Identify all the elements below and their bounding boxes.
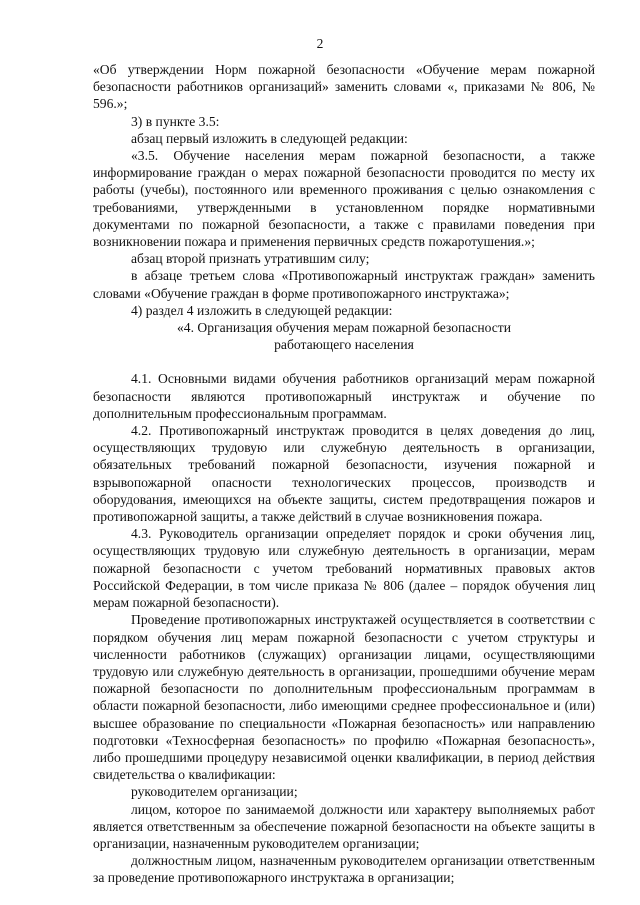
paragraph-first-abzac: абзац первый изложить в следующей редакции: bbox=[131, 130, 408, 146]
section-heading-line1: «4. Организация обучения мерам пожарной безопасности bbox=[176, 320, 512, 336]
paragraph-4-2: 4.2. Противопожарный инструктаж проводится в целях доведения до лиц, осуществляющих трудовую или служебную деятельность в организации, обязательных требований пожарной безопасности, изучения пожарной и взрывопожарной опасности технологических процессов, производств и оборудования, имеющихся на объекте защиты, систем предотвращения пожаров и противопожарной защиты, а также действий в случае возникновения пожара. bbox=[93, 423, 595, 525]
paragraph-4-3: 4.3. Руководитель организации определяет порядок и сроки обучения лиц, осуществляющих трудовую или служебную деятельность в организации, мерам пожарной безопасности с учетом требований нормативных правовых актов Российской Федерации, в том числе приказа № 806 (далее – порядок обучения лиц мерам пожарной безопасности). bbox=[93, 526, 595, 611]
paragraph-instructions: Проведение противопожарных инструктажей осуществляется в соответствии с порядком обучения лиц мерам пожарной безопасности с учетом структуры и численности работников (служащих) организации лицами, осуществляющими трудовую или служебную деятельность в организации, прошедшими обучение мерам пожарной безопасности по дополнительным профессиональным программам в области пожарной безопасности, либо имеющими среднее профессиональное и (или) высшее образование по специальности «Пожарная безопасность» или направлению подготовки «Техносферная безопасность» по профилю «Пожарная безопасность», либо прошедшими процедуру независимой оценки квалификации, в период действия свидетельства о квалификации: bbox=[93, 612, 595, 783]
paragraph-item-3: 3) в пункте 3.5: bbox=[131, 113, 220, 129]
list-item-official: должностным лицом, назначенным руководителем организации ответственным за проведение противопожарного инструктажа в организации; bbox=[93, 853, 595, 886]
page-number: 2 bbox=[316, 36, 324, 51]
list-item-responsible-person: лицом, которое по занимаемой должности или характеру выполняемых работ является ответственным за обеспечение пожарной безопасности на объекте защиты в организации, назначенным руководителем организации; bbox=[93, 801, 595, 851]
section-heading-line2: работающего населения bbox=[274, 337, 414, 353]
list-item-head: руководителем организации; bbox=[131, 784, 298, 800]
paragraph-item-4: 4) раздел 4 изложить в следующей редакции: bbox=[131, 302, 393, 318]
paragraph-4-1: 4.1. Основными видами обучения работников организаций мерам пожарной безопасности являются противопожарный инструктаж и обучение по дополнительным профессиональным программам. bbox=[93, 371, 595, 421]
paragraph-second-abzac: абзац второй признать утратившим силу; bbox=[131, 251, 370, 267]
document-body bbox=[93, 61, 595, 887]
paragraph-3-5: «3.5. Обучение населения мерам пожарной безопасности, а также информирование граждан о мерах пожарной безопасности проводится по месту их работы (учебы), постоянного или временного проживания с целью ознакомления с требованиями, утвержденными в установленном порядке нормативными документами по пожарной безопасности, а также с правилами поведения при возникновении пожара и применения первичных средств пожаротушения.»; bbox=[93, 148, 595, 250]
paragraph-third-abzac: в абзаце третьем слова «Противопожарный инструктаж граждан» заменить словами «Обучение граждан в форме противопожарного инструктажа»; bbox=[93, 268, 595, 301]
paragraph-amendment-title: «Об утверждении Норм пожарной безопасности «Обучение мерам пожарной безопасности работников организаций» заменить словами «, приказами № 806, № 596.»; bbox=[93, 62, 595, 112]
